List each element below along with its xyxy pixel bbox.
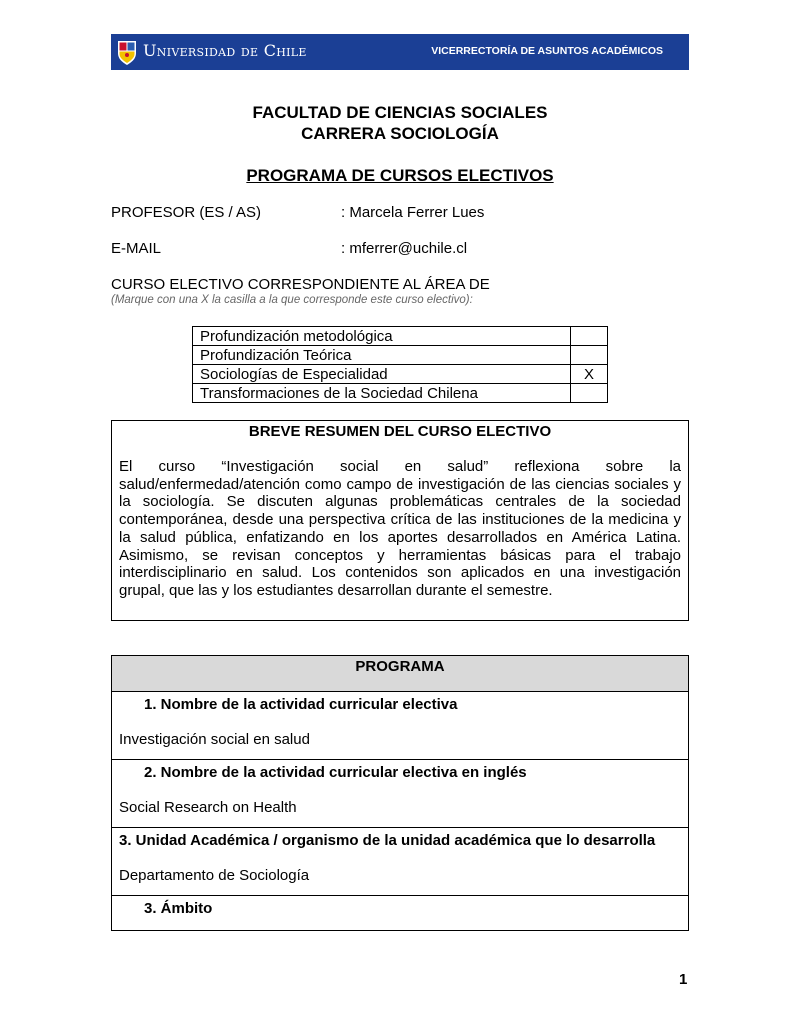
professor-label: PROFESOR (ES / AS) [111,204,262,221]
program-row-value: Investigación social en salud [119,731,310,748]
area-option-label: Profundización Teórica [193,346,571,365]
header-banner [111,34,689,70]
program-title: PROGRAMA DE CURSOS ELECTIVOS [246,166,554,185]
area-option-checkbox[interactable] [571,327,608,346]
area-option-checkbox[interactable]: X [571,365,608,384]
area-option-row [193,346,608,365]
area-option-label: Sociologías de Especialidad [193,365,571,384]
program-table [111,655,689,931]
area-note: (Marque con una X la casilla a la que corresponde este curso electivo): [111,294,473,306]
summary-text: El curso “Investigación social en salud” reflexiona sobre la salud/enfermedad/atención como campo de investigación de las ciencias sociales y la sociología. Se discuten algunas problemáticas centrales de la sociedad contemporánea, desde una perspectiva crítica de las instituciones de la medicina y la salud pública, enfatizando en los aportes desarrollados en América Latina. Asimismo, se revisan conceptos y herramientas básicas para el trabajo interdisciplinario en salud. Los contenidos son aplicados en una investigación grupal, que las y los estudiantes desarrollan durante el semestre. [119,458,681,599]
area-option-row [193,365,608,384]
faculty-title: FACULTAD DE CIENCIAS SOCIALES [252,103,548,122]
vicerrectoria-label: VICERRECTORÍA DE ASUNTOS ACADÉMICOS [431,45,663,57]
program-row [112,896,688,930]
area-option-checkbox[interactable] [571,346,608,365]
area-option-checkbox[interactable] [571,384,608,403]
program-row-heading: 2. Nombre de la actividad curricular electiva en inglés [144,764,527,781]
program-row-heading: 3. Unidad Académica / organismo de la unidad académica que lo desarrolla [119,832,656,849]
area-heading: CURSO ELECTIVO CORRESPONDIENTE AL ÁREA DE [111,276,490,293]
program-row-heading: 1. Nombre de la actividad curricular electiva [144,696,458,713]
program-row [112,692,688,760]
program-row-heading: 3. Ámbito [144,900,213,917]
professor-value: : Marcela Ferrer Lues [341,204,485,221]
summary-title: BREVE RESUMEN DEL CURSO ELECTIVO [248,423,552,440]
area-option-row [193,384,608,403]
area-option-label: Profundización metodológica [193,327,571,346]
university-crest-icon [116,38,138,66]
program-row [112,828,688,896]
area-options-table [192,326,608,403]
summary-box [111,420,689,621]
page-number: 1 [679,971,688,988]
program-row-value: Social Research on Health [119,799,297,816]
program-table-title: PROGRAMA [355,658,445,675]
email-label: E-MAIL [111,240,162,257]
program-table-header [112,656,688,692]
program-row [112,760,688,828]
career-title: CARRERA SOCIOLOGÍA [301,124,499,143]
area-option-label: Transformaciones de la Sociedad Chilena [193,384,571,403]
university-name: Universidad de Chile [143,41,307,60]
email-value: : mferrer@uchile.cl [341,240,468,257]
area-option-row [193,327,608,346]
program-row-value: Departamento de Sociología [119,867,310,884]
